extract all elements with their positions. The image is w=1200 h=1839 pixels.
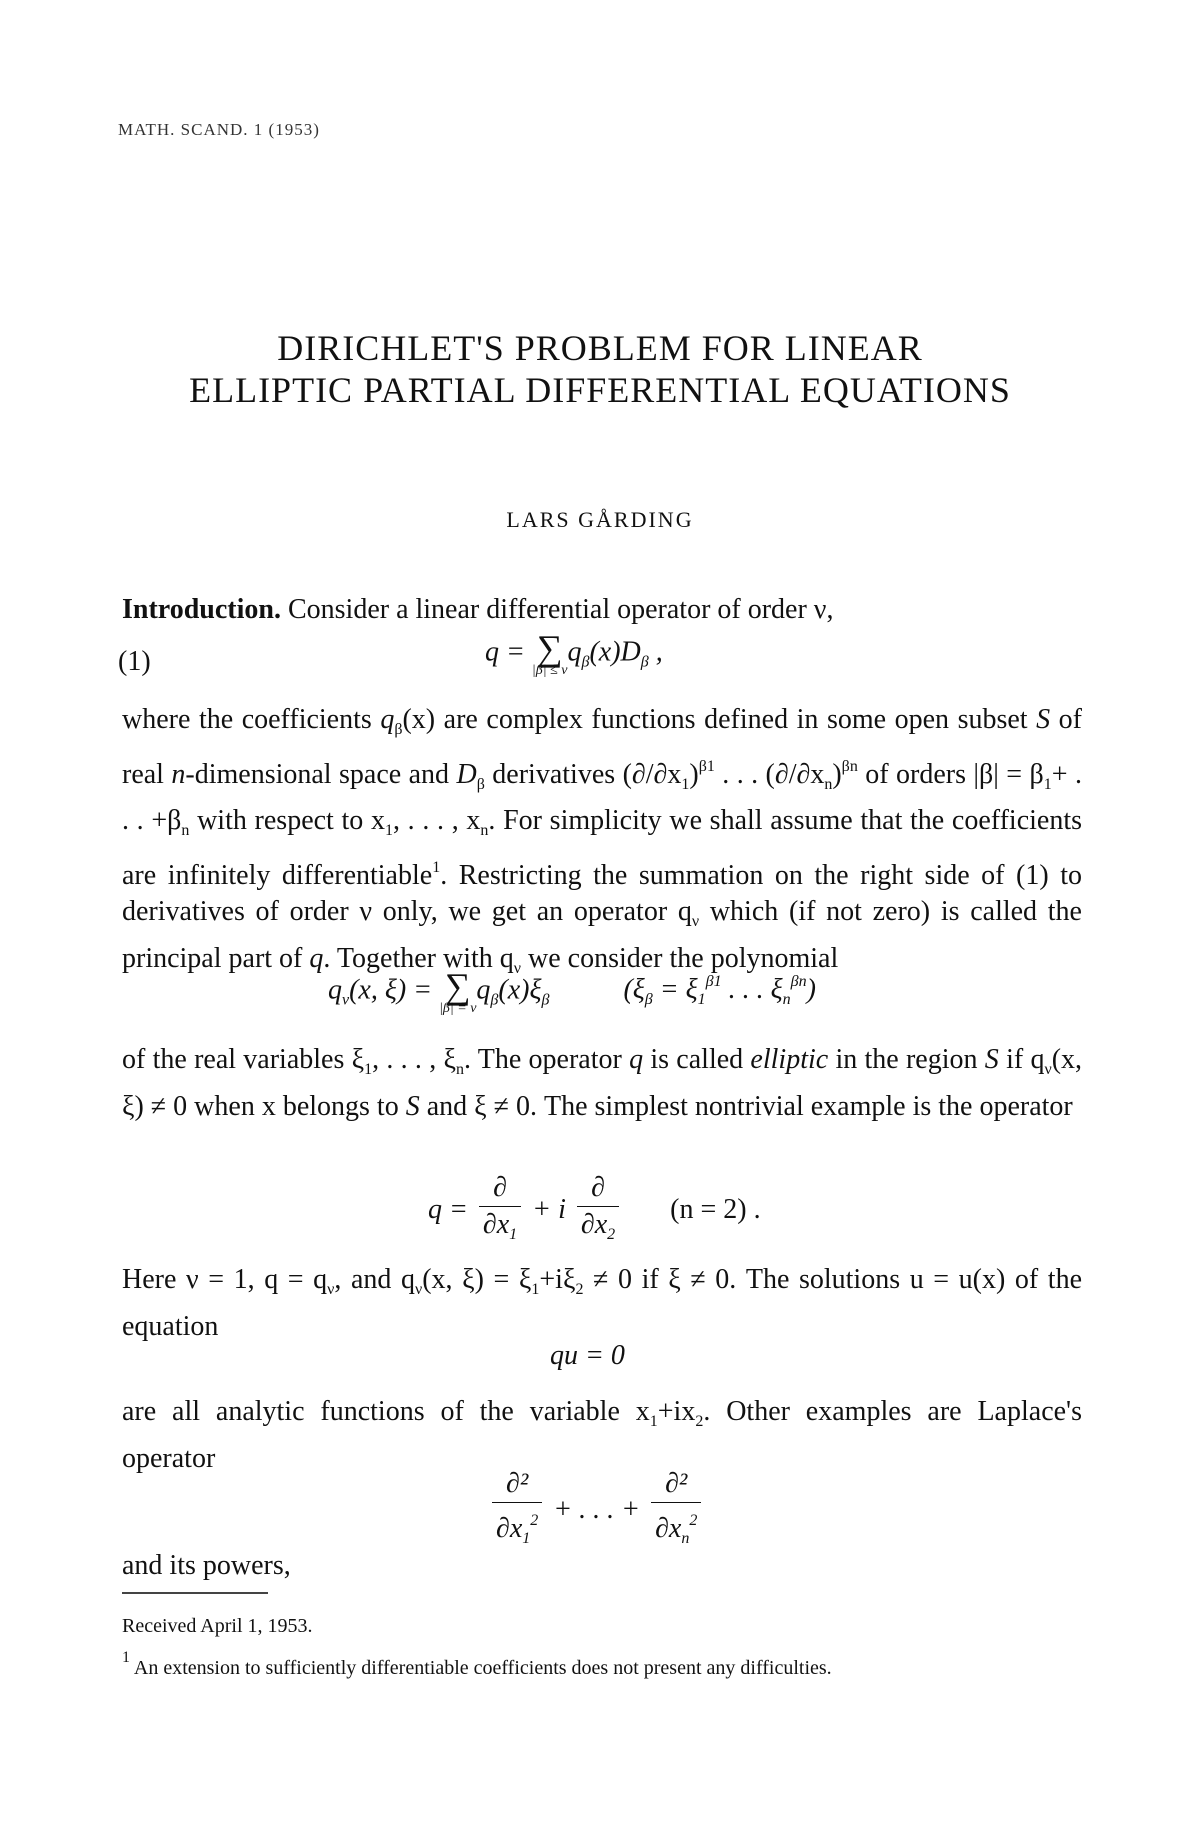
sum-limit: |β| = ν: [439, 1001, 477, 1016]
received-date: Received April 1, 1953.: [122, 1615, 313, 1637]
eq1-q-sub: β: [581, 653, 590, 671]
eq1-sum: [532, 630, 568, 678]
journal-header: MATH. SCAND. 1 (1953): [118, 120, 320, 139]
equation-qu-zero: qu = 0: [550, 1340, 625, 1371]
eq2-note: ($\xi_\beta = \xi_1^{\beta 1}$ . . . $\xi_n^{\beta n}$): [623, 973, 816, 1009]
equation-polynomial: $q_\nu(x$, ξ) = ∑ |β| = ν $q_\beta(x)\xi_\beta$ ($\xi_\beta = \xi_1^{\beta 1}$ . . . $\xi_n^{\beta n}$): [328, 966, 816, 1016]
footnote-1: [122, 1645, 1082, 1681]
intro-text: Consider a linear differential operator of order ν,: [280, 594, 834, 625]
eq1-rhs: (x)D: [589, 636, 641, 668]
eq1-end: ,: [648, 636, 663, 668]
eq1-d-sub: β: [640, 653, 649, 671]
intro-heading: Introduction.: [122, 594, 281, 625]
eq1-q: q: [567, 636, 582, 668]
paragraph-5: and its powers,: [122, 1550, 291, 1581]
equation-1-number: (1): [118, 646, 151, 677]
paragraph-4: are all analytic functions of the variable $x_1+ix_2$. Other examples are Laplace's operator: [122, 1396, 1082, 1474]
footnote-ref-1[interactable]: 1: [432, 858, 441, 876]
paper-title-line-1: DIRICHLET'S PROBLEM FOR LINEAR: [277, 328, 923, 368]
footnote-mark: 1: [122, 1649, 130, 1666]
equation-laplace: $\frac{\text{∂²}}{\partial x_1^2}$ + . . . + $\frac{\text{∂²}}{\partial x_n^2}$: [488, 1466, 705, 1557]
intro-paragraph: [122, 592, 1082, 629]
equation-cauchy-riemann: q = $\frac{\partial}{\partial x_1}$ + i $\frac{\partial}{\partial x_2}$ (n = 2) .: [428, 1172, 761, 1243]
paragraph-1: where the coefficients $q_\beta(x)$ are complex functions defined in some open subset S of real n-dimensional space and $D_\beta$ derivatives $(\partial/\partial x_1)^{\beta 1}$ . . . $(\partial/\partial x_n)^{\beta n}$ of orders $|\beta| = \beta_1+$ . . . $+\beta_n$ with respect to $x_1$, . . . , $x_n$. For simplicity we shall assume that the coefficients are infinitely differentiable$^1$. Restricting the summation on the right side of (1) to derivatives of order ν only, we get an operator $q_\nu$ which (if not zero) is called the principal part of q. Together with $q_\nu$ we consider the polynomial: [122, 704, 1083, 977]
author-name: LARS GÅRDING: [506, 507, 694, 532]
sum-symbol: ∑: [536, 628, 563, 668]
eq2-sum: [439, 968, 476, 1016]
sum-symbol: ∑: [444, 966, 471, 1006]
footnote-text: An extension to sufficiently differentiable coefficients does not present any difficulties.: [130, 1657, 832, 1679]
equation-1: [485, 630, 663, 678]
footnote-separator: [122, 1592, 268, 1594]
sum-limit: |β| ≤ ν: [531, 663, 568, 678]
paragraph-2: of the real variables $\xi_1$, . . . , $\xi_n$. The operator q is called elliptic in the region S if $q_\nu(x$, ξ) ≠ 0 when x belongs to S and ξ ≠ 0. The simplest nontrivial example is the operator: [122, 1044, 1083, 1122]
eq1-lhs: q =: [485, 636, 532, 668]
paper-title-line-2: ELLIPTIC PARTIAL DIFFERENTIAL EQUATIONS: [189, 370, 1011, 410]
paragraph-3: Here ν = 1, $q = q_\nu$, and $q_\nu(x$, $\xi) = \xi_1+i\xi_2 \ne 0$ if ξ ≠ 0. The solutions u = u(x) of the equation: [122, 1264, 1082, 1342]
